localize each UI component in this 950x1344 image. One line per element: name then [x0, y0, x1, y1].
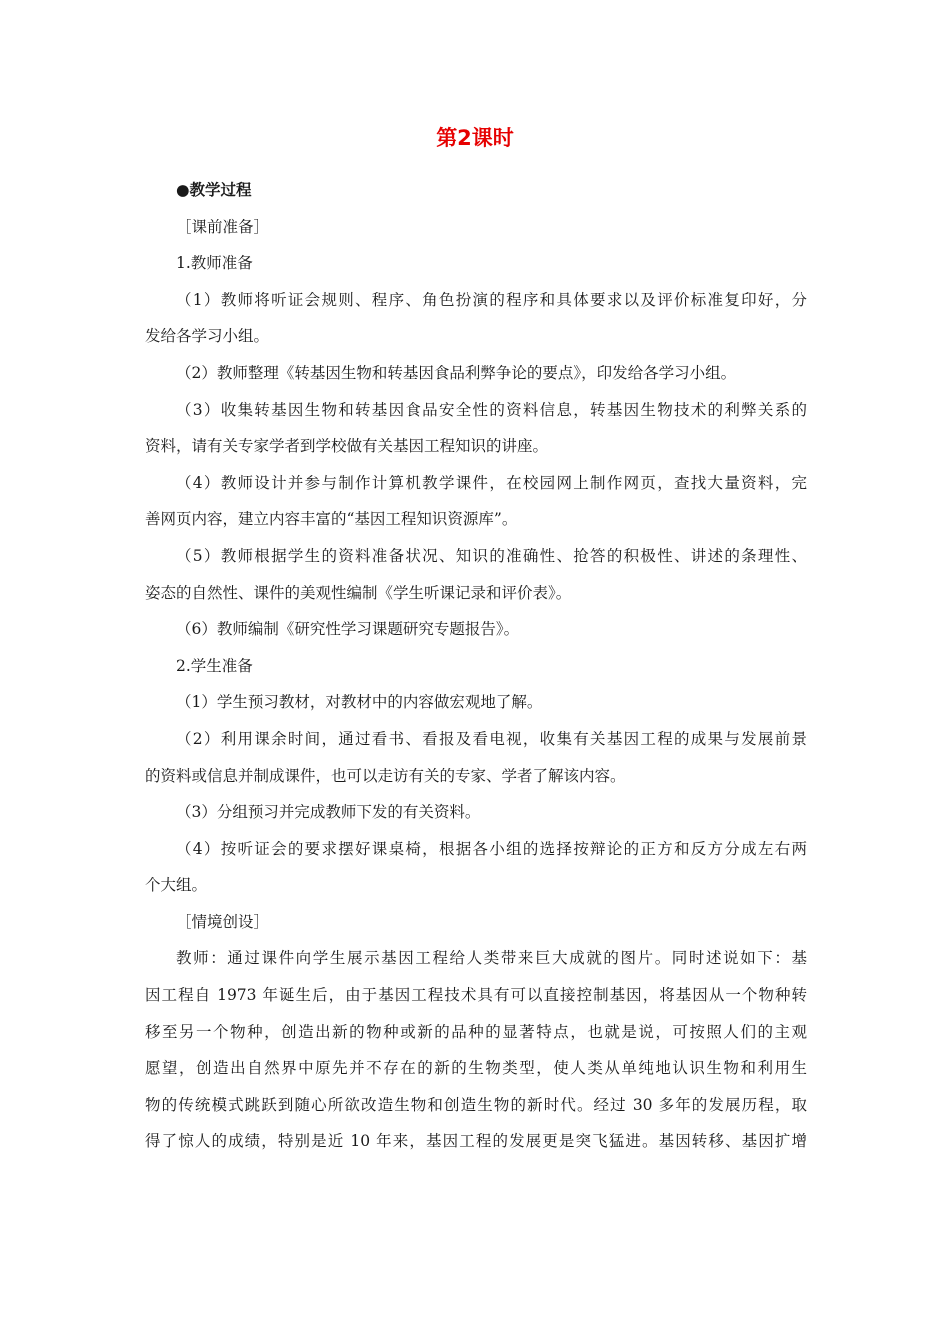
paragraph-line: （1）教师将听证会规则、程序、角色扮演的程序和具体要求以及评价标准复印好，分 — [176, 290, 807, 309]
paragraph-line: 教师：通过课件向学生展示基因工程给人类带来巨大成就的图片。同时述说如下：基 — [176, 949, 807, 968]
paragraph-line: 因工程自 1973 年诞生后，由于基因工程技术具有可以直接控制基因，将基因从一个物种转 — [145, 986, 807, 1005]
paragraph-line: （3）收集转基因生物和转基因食品安全性的资料信息，转基因生物技术的利弊关系的 — [176, 400, 807, 419]
paragraph-line: （3）分组预习并完成教师下发的有关资料。 — [176, 803, 481, 822]
paragraph-line: （2）利用课余时间，通过看书、看报及看电视，收集有关基因工程的成果与发展前景 — [176, 729, 807, 748]
section-heading: ●教学过程 — [176, 181, 252, 199]
subsection-label: ［课前准备］ — [176, 217, 270, 236]
numbered-heading: 2.学生准备 — [176, 656, 253, 675]
subsection-label: ［情境创设］ — [176, 912, 270, 931]
paragraph-line: 善网页内容，建立内容丰富的“基因工程知识资源库”。 — [145, 510, 518, 529]
paragraph-line: 资料，请有关专家学者到学校做有关基因工程知识的讲座。 — [145, 437, 549, 456]
paragraph-line: 愿望，创造出自然界中原先并不存在的新的生物类型，使人类从单纯地认识生物和利用生 — [145, 1059, 807, 1078]
paragraph-line: 发给各学习小组。 — [145, 327, 270, 346]
paragraph-line: 的资料或信息并制成课件，也可以走访有关的专家、学者了解该内容。 — [145, 766, 626, 785]
paragraph-line: 个大组。 — [145, 876, 208, 895]
paragraph-line: 移至另一个物种，创造出新的物种或新的品种的显著特点，也就是说，可按照人们的主观 — [145, 1022, 807, 1041]
paragraph-line: 姿态的自然性、课件的美观性编制《学生听课记录和评价表》。 — [145, 583, 572, 602]
paragraph-line: 得了惊人的成绩，特别是近 10 年来，基因工程的发展更是突飞猛进。基因转移、基因扩增 — [145, 1132, 807, 1151]
page-title: 第2课时 — [436, 126, 514, 150]
paragraph-line: （5）教师根据学生的资料准备状况、知识的准确性、抢答的积极性、讲述的条理性、 — [176, 546, 807, 565]
paragraph-line: （1）学生预习教材，对教材中的内容做宏观地了解。 — [176, 693, 543, 712]
numbered-heading: 1.教师准备 — [176, 254, 253, 273]
paragraph-line: （4）教师设计并参与制作计算机教学课件，在校园网上制作网页，查找大量资料，完 — [176, 473, 807, 492]
paragraph-line: （2）教师整理《转基因生物和转基因食品利弊争论的要点》，印发给各学习小组。 — [176, 363, 737, 382]
document-body — [145, 172, 807, 1160]
paragraph-line: （6）教师编制《研究性学习课题研究专题报告》。 — [176, 620, 520, 639]
paragraph-line: 物的传统模式跳跃到随心所欲改造生物和创造生物的新时代。经过 30 多年的发展历程，取 — [145, 1095, 807, 1114]
paragraph-line: （4）按听证会的要求摆好课桌椅，根据各小组的选择按辩论的正方和反方分成左右两 — [176, 839, 807, 858]
